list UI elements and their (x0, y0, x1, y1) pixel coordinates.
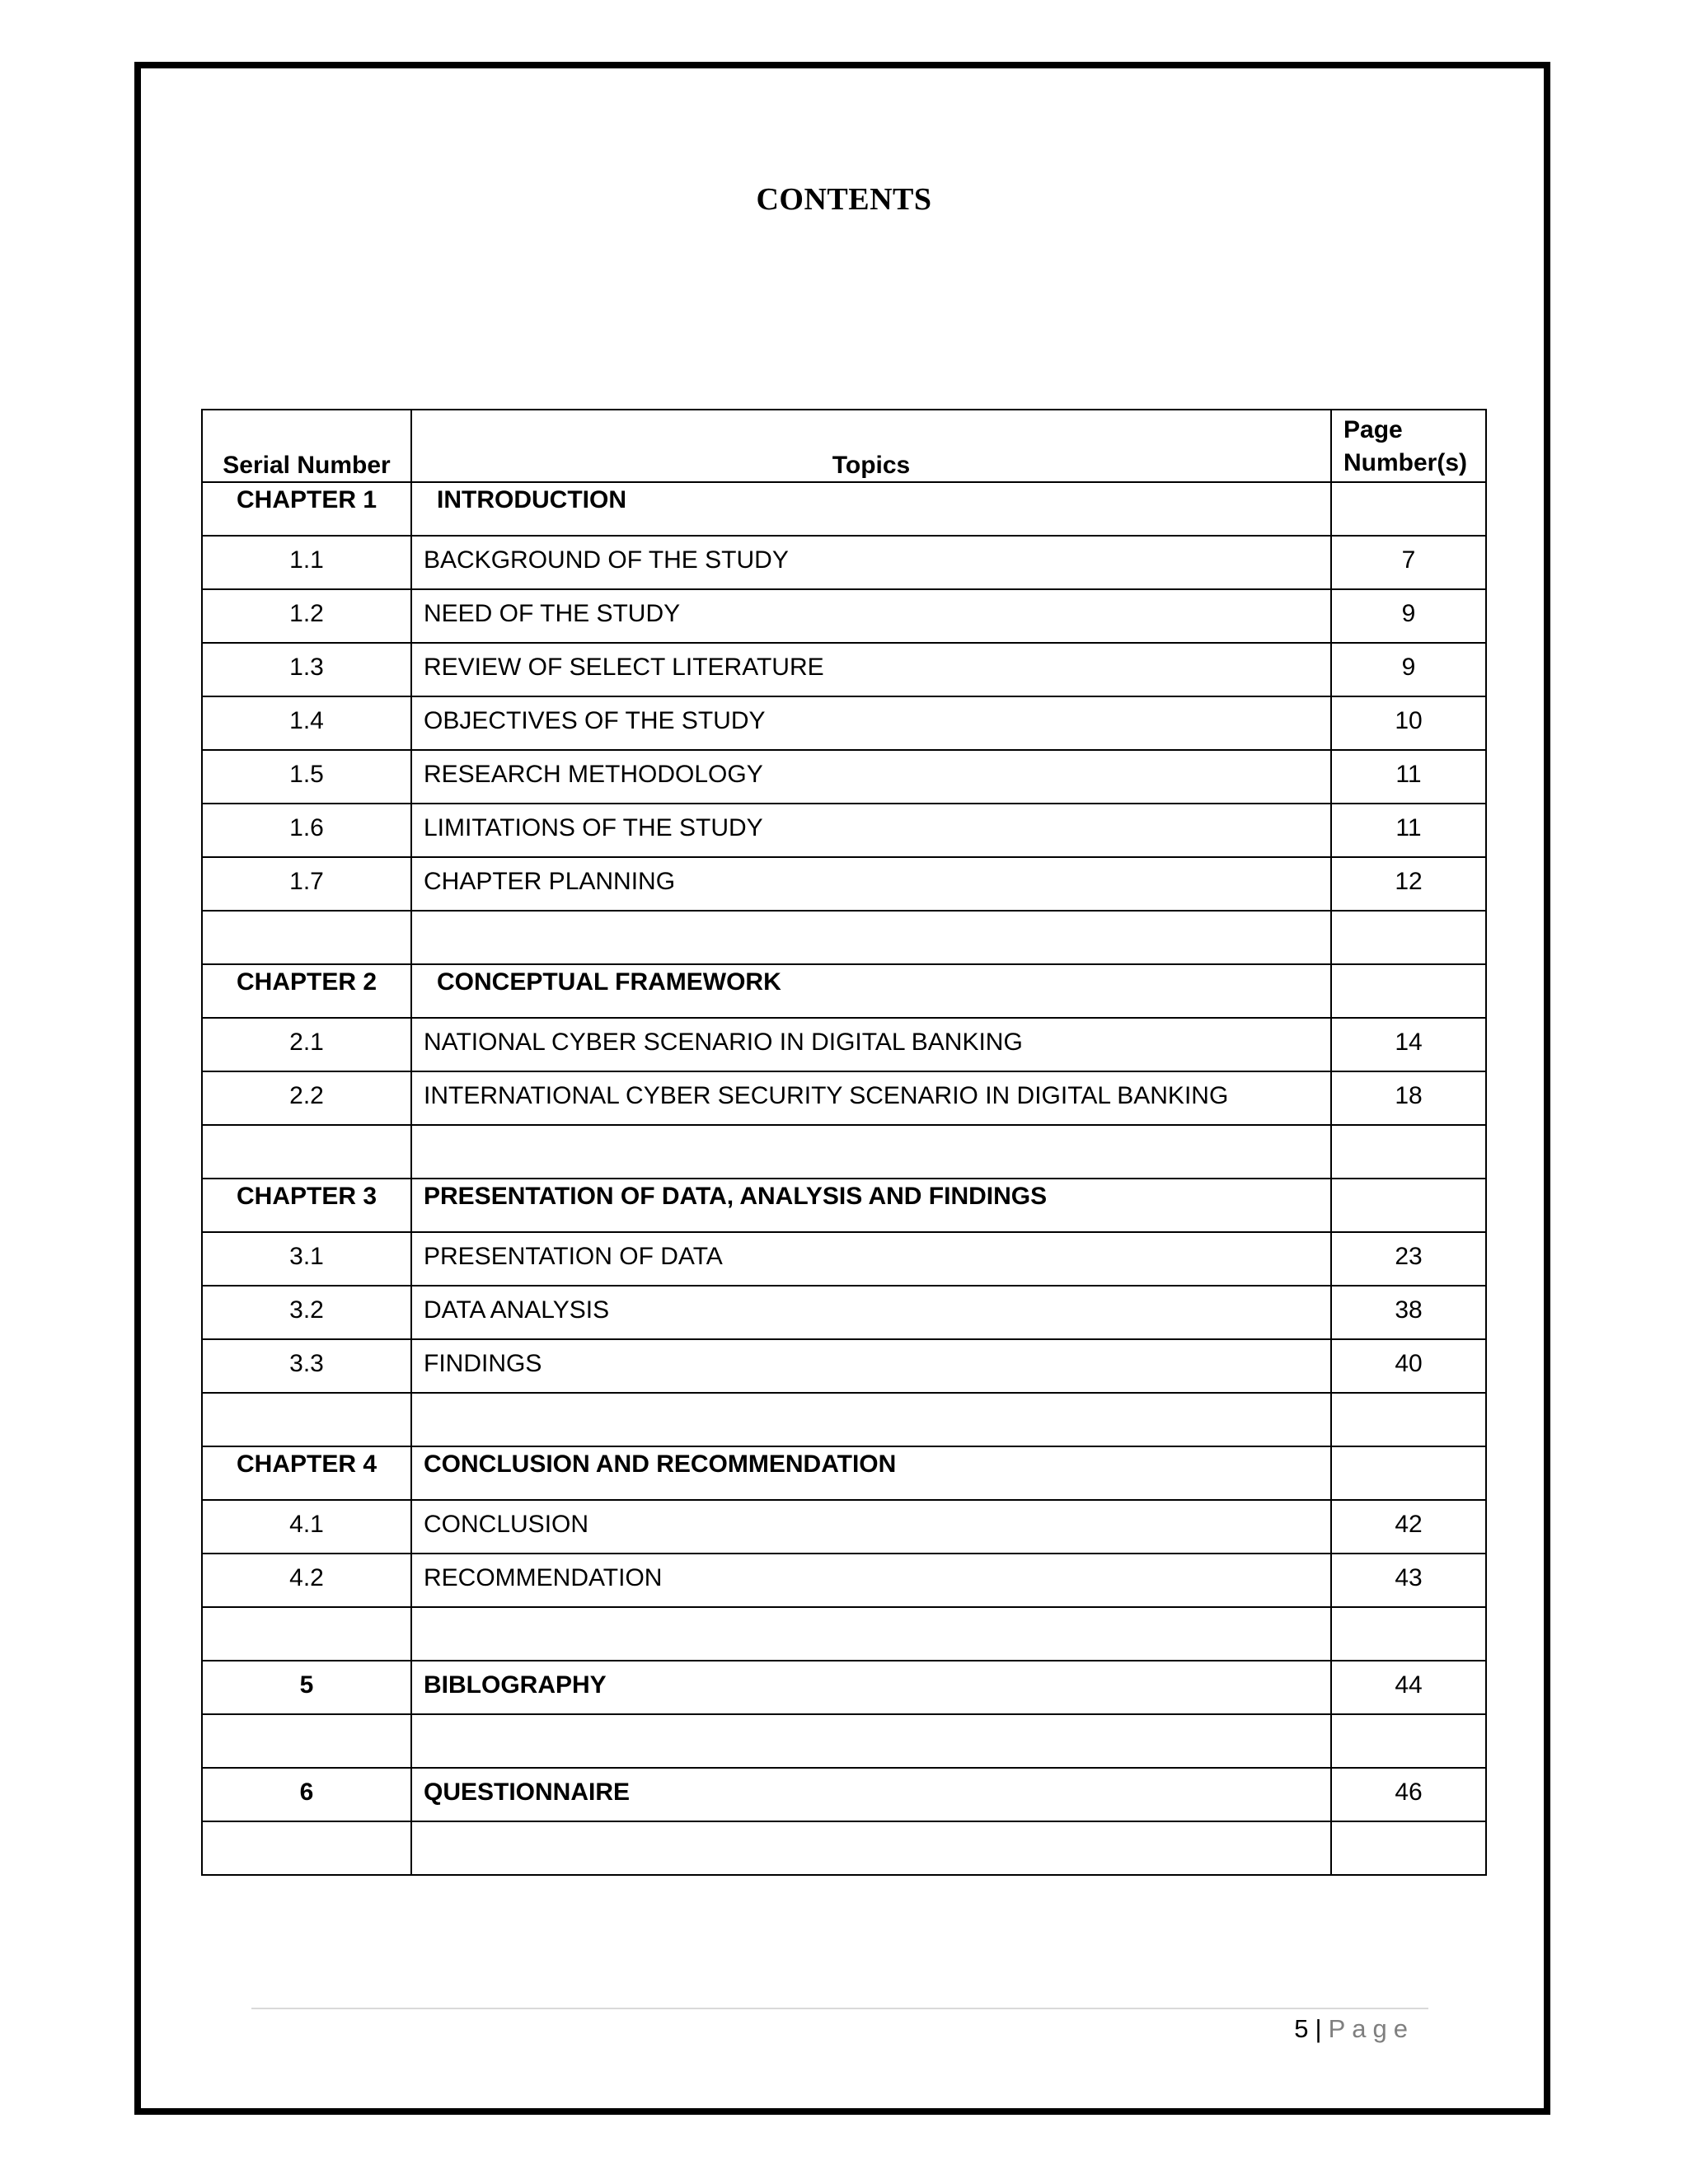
topic-cell: CONCLUSION (411, 1500, 1331, 1554)
contents-table (201, 409, 1487, 1876)
page-footer (1294, 2013, 1414, 2046)
table-row (202, 1661, 1486, 1714)
table-row (202, 1286, 1486, 1339)
page-number-cell (1331, 964, 1486, 1018)
page-number-cell (1331, 1446, 1486, 1500)
header-topics: Topics (411, 410, 1331, 482)
page-number-cell: 46 (1331, 1768, 1486, 1821)
table-row (202, 1554, 1486, 1607)
topic-cell: DATA ANALYSIS (411, 1286, 1331, 1339)
serial-number-cell (202, 911, 411, 964)
topic-cell: FINDINGS (411, 1339, 1331, 1393)
serial-number-cell: 1.4 (202, 696, 411, 750)
page-number-cell: 9 (1331, 643, 1486, 696)
page-number-cell: 23 (1331, 1232, 1486, 1286)
serial-number-cell: 4.2 (202, 1554, 411, 1607)
topic-cell: CONCLUSION AND RECOMMENDATION (411, 1446, 1331, 1500)
table-row (202, 1339, 1486, 1393)
header-page-numbers: Page Number(s) (1331, 410, 1486, 482)
serial-number-cell: CHAPTER 1 (202, 482, 411, 536)
page-number-cell: 12 (1331, 857, 1486, 911)
page-number-cell: 9 (1331, 589, 1486, 643)
table-row (202, 1018, 1486, 1071)
table-row (202, 750, 1486, 804)
page-number-cell: 14 (1331, 1018, 1486, 1071)
serial-number-cell: 1.1 (202, 536, 411, 589)
table-row-blank (202, 1821, 1486, 1875)
topic-cell: QUESTIONNAIRE (411, 1768, 1331, 1821)
topic-cell: RECOMMENDATION (411, 1554, 1331, 1607)
serial-number-cell: 6 (202, 1768, 411, 1821)
header-serial-number: Serial Number (202, 410, 411, 482)
page-number-cell (1331, 1125, 1486, 1179)
table-row (202, 696, 1486, 750)
footer-page-number: 5 (1294, 2014, 1309, 2043)
page-number-cell (1331, 1393, 1486, 1446)
topic-cell: PRESENTATION OF DATA, ANALYSIS AND FINDINGS (411, 1179, 1331, 1232)
page-number-cell (1331, 482, 1486, 536)
serial-number-cell: 3.3 (202, 1339, 411, 1393)
footer-page-label: Page (1328, 2014, 1414, 2043)
serial-number-cell: 3.2 (202, 1286, 411, 1339)
table-header-row (202, 410, 1486, 482)
page-number-cell: 7 (1331, 536, 1486, 589)
topic-cell (411, 1607, 1331, 1661)
page-number-cell: 11 (1331, 750, 1486, 804)
topic-cell: CHAPTER PLANNING (411, 857, 1331, 911)
page-number-cell: 40 (1331, 1339, 1486, 1393)
topic-cell: RESEARCH METHODOLOGY (411, 750, 1331, 804)
serial-number-cell: 2.2 (202, 1071, 411, 1125)
topic-cell: BIBLOGRAPHY (411, 1661, 1331, 1714)
serial-number-cell: 1.5 (202, 750, 411, 804)
topic-cell (411, 1714, 1331, 1768)
page-number-cell: 43 (1331, 1554, 1486, 1607)
table-row-chapter (202, 1179, 1486, 1232)
topic-cell (411, 911, 1331, 964)
page-title: CONTENTS (756, 182, 932, 217)
table-row (202, 643, 1486, 696)
serial-number-cell (202, 1821, 411, 1875)
serial-number-cell: 4.1 (202, 1500, 411, 1554)
table-row-blank (202, 1714, 1486, 1768)
serial-number-cell: CHAPTER 4 (202, 1446, 411, 1500)
serial-number-cell: CHAPTER 3 (202, 1179, 411, 1232)
table-row (202, 1071, 1486, 1125)
serial-number-cell (202, 1125, 411, 1179)
table-row (202, 589, 1486, 643)
serial-number-cell (202, 1714, 411, 1768)
page-number-cell (1331, 911, 1486, 964)
page-number-cell: 11 (1331, 804, 1486, 857)
table-row (202, 1500, 1486, 1554)
page-number-cell (1331, 1714, 1486, 1768)
table-row-chapter (202, 1446, 1486, 1500)
topic-cell: INTRODUCTION (411, 482, 1331, 536)
serial-number-cell: 1.2 (202, 589, 411, 643)
table-row-blank (202, 1607, 1486, 1661)
table-row (202, 857, 1486, 911)
footer-separator: | (1315, 2014, 1322, 2043)
table-row (202, 1768, 1486, 1821)
topic-cell: OBJECTIVES OF THE STUDY (411, 696, 1331, 750)
serial-number-cell (202, 1393, 411, 1446)
table-row-blank (202, 911, 1486, 964)
table-row (202, 536, 1486, 589)
page-number-cell: 18 (1331, 1071, 1486, 1125)
topic-cell: NEED OF THE STUDY (411, 589, 1331, 643)
topic-cell: NATIONAL CYBER SCENARIO IN DIGITAL BANKING (411, 1018, 1331, 1071)
table-row (202, 804, 1486, 857)
page-number-cell: 10 (1331, 696, 1486, 750)
table-row-blank (202, 1125, 1486, 1179)
table-row-blank (202, 1393, 1486, 1446)
contents-table-body (202, 482, 1486, 1875)
table-row-chapter (202, 964, 1486, 1018)
table-row (202, 1232, 1486, 1286)
table-row-chapter (202, 482, 1486, 536)
serial-number-cell: 1.6 (202, 804, 411, 857)
topic-cell (411, 1393, 1331, 1446)
topic-cell (411, 1821, 1331, 1875)
topic-cell: LIMITATIONS OF THE STUDY (411, 804, 1331, 857)
serial-number-cell: 5 (202, 1661, 411, 1714)
serial-number-cell: 2.1 (202, 1018, 411, 1071)
serial-number-cell: 3.1 (202, 1232, 411, 1286)
page-number-cell (1331, 1607, 1486, 1661)
page-number-cell (1331, 1179, 1486, 1232)
page-number-cell: 38 (1331, 1286, 1486, 1339)
page-number-cell (1331, 1821, 1486, 1875)
serial-number-cell: 1.7 (202, 857, 411, 911)
topic-cell: CONCEPTUAL FRAMEWORK (411, 964, 1331, 1018)
topic-cell: BACKGROUND OF THE STUDY (411, 536, 1331, 589)
topic-cell: INTERNATIONAL CYBER SECURITY SCENARIO IN DIGITAL BANKING (411, 1071, 1331, 1125)
topic-cell (411, 1125, 1331, 1179)
page-number-cell: 44 (1331, 1661, 1486, 1714)
topic-cell: PRESENTATION OF DATA (411, 1232, 1331, 1286)
serial-number-cell: 1.3 (202, 643, 411, 696)
page-number-cell: 42 (1331, 1500, 1486, 1554)
serial-number-cell (202, 1607, 411, 1661)
topic-cell: REVIEW OF SELECT LITERATURE (411, 643, 1331, 696)
footer-rule (251, 2008, 1428, 2009)
serial-number-cell: CHAPTER 2 (202, 964, 411, 1018)
